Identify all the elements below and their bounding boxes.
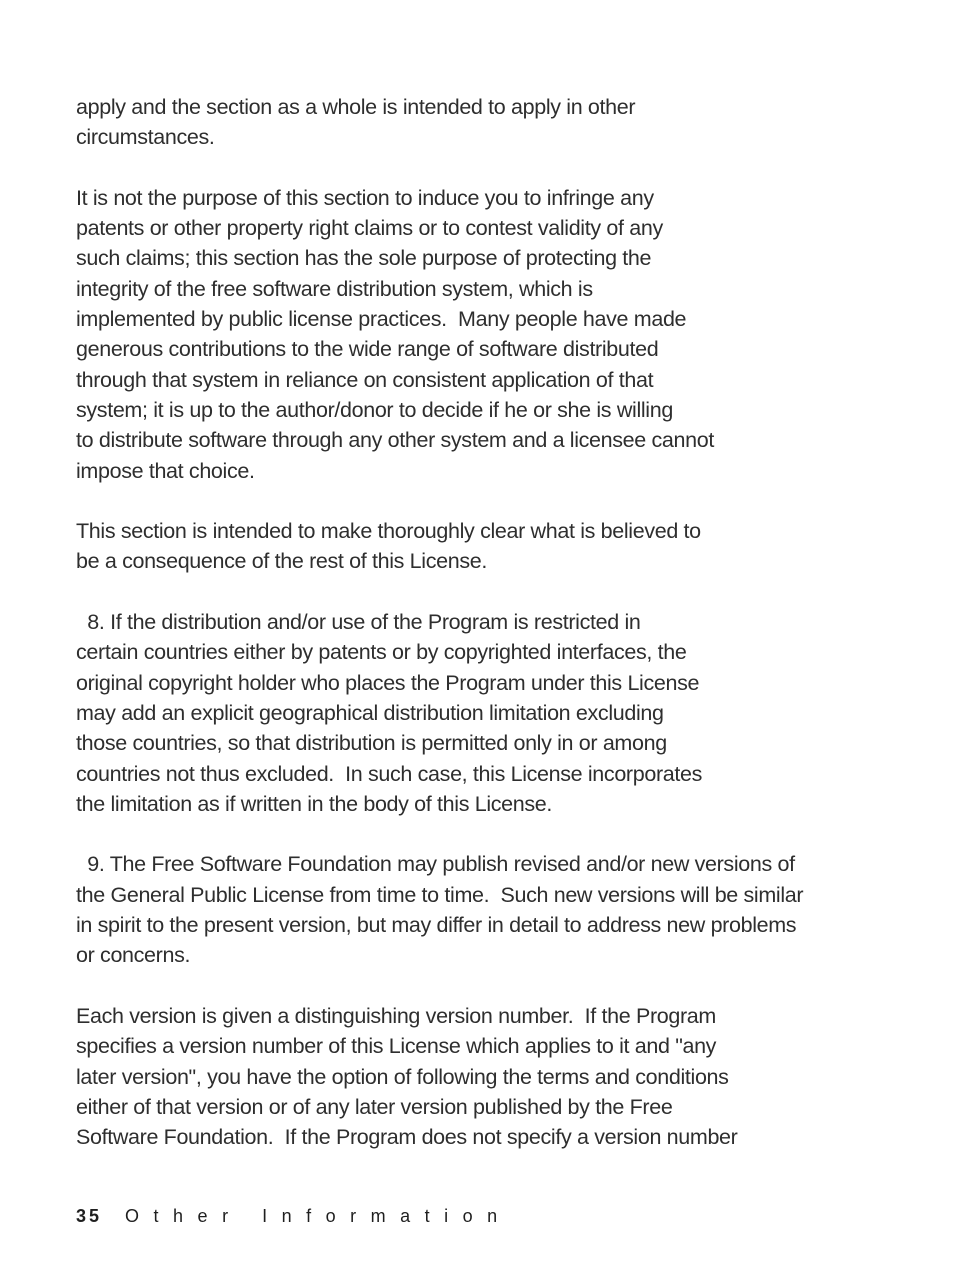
text-line: patents or other property right claims or to contest validity of any	[76, 216, 663, 241]
paragraph-section-8	[76, 607, 876, 819]
text-line: integrity of the free software distribution system, which is	[76, 276, 593, 301]
paragraph	[76, 183, 876, 486]
text-line: certain countries either by patents or by copyrighted interfaces, the	[76, 640, 687, 665]
paragraph-section-9	[76, 849, 876, 970]
text-line: those countries, so that distribution is permitted only in or among	[76, 731, 667, 756]
paragraph	[76, 1001, 876, 1152]
text-line: Software Foundation. If the Program does not specify a version number	[76, 1125, 738, 1150]
text-line: implemented by public license practices. Many people have made	[76, 307, 687, 332]
text-line: original copyright holder who places the Program under this License	[76, 670, 700, 695]
text-line: It is not the purpose of this section to induce you to infringe any	[76, 185, 654, 210]
text-line: 8. If the distribution and/or use of the Program is restricted in	[76, 610, 641, 635]
text-line: apply and the section as a whole is intended to apply in other	[76, 95, 636, 119]
page-number: 35	[76, 1206, 103, 1226]
text-line: be a consequence of the rest of this License.	[76, 549, 487, 574]
text-line: generous contributions to the wide range of software distributed	[76, 337, 659, 362]
text-line: specifies a version number of this License which applies to it and "any	[76, 1034, 717, 1059]
text-line: may add an explicit geographical distribution limitation excluding	[76, 700, 664, 725]
page-footer	[76, 1204, 512, 1228]
text-line: or concerns.	[76, 943, 191, 968]
text-line: the limitation as if written in the body of this License.	[76, 791, 552, 816]
text-line: such claims; this section has the sole purpose of protecting the	[76, 246, 652, 271]
paragraph	[76, 92, 876, 153]
text-line: This section is intended to make thoroughly clear what is believed to	[76, 519, 701, 544]
text-line: impose that choice.	[76, 458, 255, 483]
text-line: to distribute software through any other system and a licensee cannot	[76, 428, 714, 453]
text-line: through that system in reliance on consistent application of that	[76, 367, 654, 392]
text-line: either of that version or of any later version published by the Free	[76, 1094, 673, 1119]
footer-section-title: Other Information	[125, 1206, 512, 1226]
text-line: Each version is given a distinguishing version number. If the Program	[76, 1003, 716, 1028]
text-line: circumstances.	[76, 125, 215, 150]
text-line: system; it is up to the author/donor to decide if he or she is willing	[76, 397, 673, 422]
text-line: countries not thus excluded. In such case, this License incorporates	[76, 761, 702, 786]
text-line: in spirit to the present version, but may differ in detail to address new problems	[76, 913, 797, 938]
text-line: later version", you have the option of following the terms and conditions	[76, 1064, 729, 1089]
text-line: 9. The Free Software Foundation may publish revised and/or new versions of	[76, 852, 795, 877]
body-text	[76, 92, 876, 1183]
text-line: the General Public License from time to time. Such new versions will be similar	[76, 882, 804, 907]
paragraph	[76, 516, 876, 577]
